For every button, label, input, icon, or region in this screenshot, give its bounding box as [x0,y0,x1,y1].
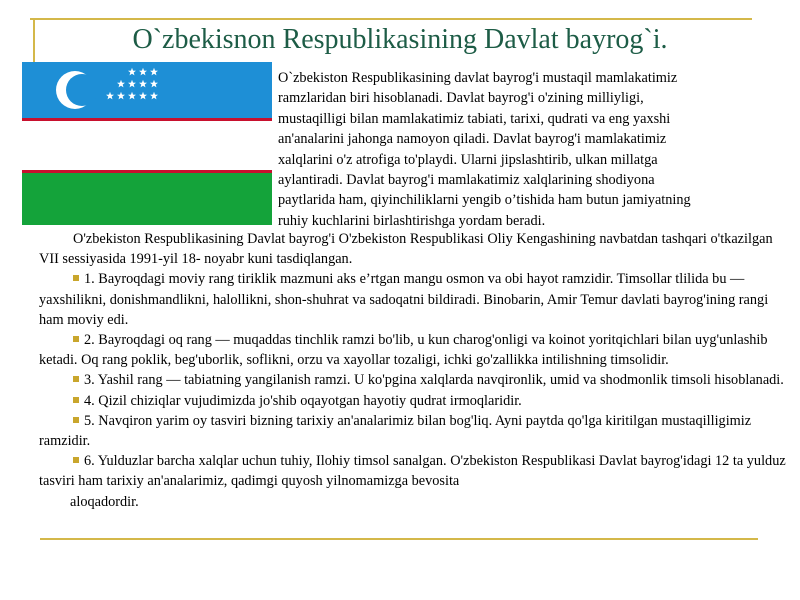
top-rule [30,18,752,20]
intro-line: paytlarida ham, qiyinchiliklarni yengib o’tishida ham butun jamiyatning [278,192,691,209]
intro-line: aylantiradi. Davlat bayrog'i mamlakatimiz xalqlarining shodiyona [278,172,655,189]
flag-green-band [22,173,272,225]
adopted-paragraph: O'zbekiston Respublikasining Davlat bayrog'i O'zbekiston Respublikasi Oliy Kengashining navbatdan tashqari o'tkazilgan VII sessiyasida 1991-yil 18- noyabr kuni tasdiqlangan. [39,231,773,268]
point-text: 1. Bayroqdagi moviy rang tiriklik mazmuni aks e’rtgan mangu osmon va obi hayot ramzidir. Timsollar tlilida bu — yaxshilikni, donishmandlikni, halollikni, shon-shuhrat va sadoqatni bildiradi. Binobarin, Amir Temur davlati bayrog'ining rangi ham moviy edi. [39,271,769,328]
flag-red-stripe-top [22,118,272,121]
bullet-icon [73,457,79,463]
bullet-icon [73,275,79,281]
intro-line: O`zbekiston Respublikasining davlat bayrog'i mustaqil mamlakatimiz [278,70,678,86]
body-text [39,229,789,512]
intro-line: mustaqilligi bilan mamlakatimiz tabiati, tarixi, qudrati va eng yaxshi [278,110,671,127]
intro-line: an'analarini jahonga namoyon qiladi. Davlat bayrog'i mamlakatimiz [278,131,667,148]
point-text: 5. Navqiron yarim oy tasviri bizning tarixiy an'analarimiz bilan bog'liq. Ayni paytda qo'lga kiritilgan mustaqilligimiz ramzidir. [39,412,752,450]
point-1 [39,269,789,330]
bullet-icon [73,397,79,403]
point-6 [39,451,789,491]
bottom-rule [40,538,758,540]
flag-red-stripe-bottom [22,170,272,173]
intro-line: ruhiy kuchlarini birlashtirishga yordam beradi. [278,212,546,229]
point-6-tail: aloqadordir. [70,493,139,510]
intro-line: xalqlarini o'z atrofiga to'playdi. Ularni jipslashtirib, ulkan millatga [278,151,658,168]
point-text: 2. Bayroqdagi oq rang — muqaddas tinchlik ramzi bo'lib, u kun charog'onligi va koinot yoritqichlari bilan uyg'unlashib ketadi. Oq rang poklik, beg'uborlik, soflikni, orzu va xayollar tozaligi, ichki go'zallikka intilishning timsolidir. [39,332,768,369]
bullet-icon [73,336,79,342]
point-text: 4. Qizil chiziqlar vujudimizda jo'shib oqayotgan hayotiy qudrat irmoqlaridir. [84,392,522,409]
point-4 [39,391,789,411]
point-3 [39,370,789,390]
point-2 [39,330,789,370]
uzbekistan-flag [22,62,272,225]
flag-white-band [22,121,272,170]
point-text: 6. Yulduzlar barcha xalqlar uchun tuhiy, Ilohiy timsol sanalgan. O'zbekiston Respublikasi Davlat bayrog'idagi 12 ta yulduz tasviri ham tarixiy an'analarimiz, qadimgi quyosh yilnomamizga bevosita [39,453,786,490]
point-5 [39,411,789,451]
slide-title: O`zbekisnon Respublikasining Davlat bayrog`i. [132,24,668,55]
point-text: 3. Yashil rang — tabiatning yangilanish ramzi. U ko'pgina xalqlarda navqironlik, umid va shodmonlik timsoli hisoblanadi. [84,372,784,389]
intro-line: ramzlaridan biri hisoblanadi. Davlat bayrog'i o'zining milliyligi, [278,90,644,107]
intro-paragraph [278,68,788,231]
bullet-icon [73,376,79,382]
bullet-icon [73,417,79,423]
